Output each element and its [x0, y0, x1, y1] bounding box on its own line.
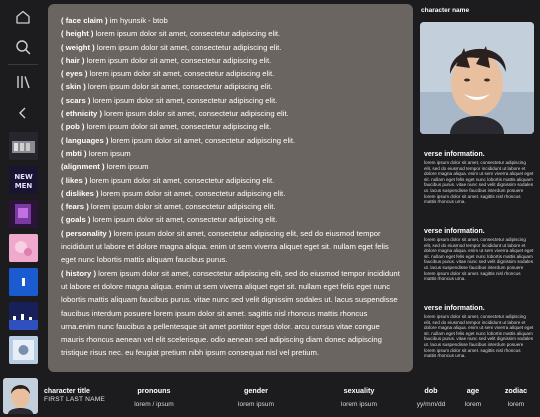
profile-panel — [48, 4, 413, 372]
profile-line-label: ( face claim ) — [61, 16, 108, 25]
profile-line — [61, 147, 401, 160]
library-icon[interactable] — [11, 70, 35, 94]
playlist-thumbnail[interactable] — [9, 166, 38, 194]
back-arrow-icon[interactable] — [11, 101, 35, 125]
svg-text:MEN: MEN — [14, 182, 33, 190]
profile-line-label: ( eyes ) — [61, 69, 88, 79]
left-nav — [0, 0, 46, 375]
profile-line-value: lorem ipsum dolor sit amet, consectetur adipiscing elit. — [90, 202, 276, 212]
profile-line — [61, 107, 401, 120]
personality-paragraph: ( personality ) lorem ipsum dolor sit amet, consectetur adipiscing elit, sed do eiusmod tempor incididunt ut labore et dolore magna aliqua. enim ut sem viverra aliquet eget sit. nullam eget felis eget nunc lobortis mattis aliquam faucibus purus. — [61, 228, 389, 265]
profile-line-value: lorem ipsum dolor sit amet, consectetur adipiscing elit. — [87, 82, 273, 92]
profile-line — [61, 80, 401, 93]
profile-line-value: lorem ipsum dolor sit amet, consectetur adipiscing elit. — [110, 135, 296, 145]
profile-line — [61, 27, 401, 40]
age-field: age lorem — [464, 386, 482, 408]
verse-title: verse information. — [424, 151, 485, 158]
profile-line-label: ( mbti ) — [61, 148, 87, 158]
profile-line — [61, 120, 401, 133]
profile-line-label: ( height ) — [61, 29, 94, 39]
zodiac-field: zodiac lorem — [504, 386, 528, 408]
profile-line — [61, 200, 401, 213]
profile-line — [61, 14, 401, 27]
profile-line-value: lorem ipsum dolor sit amet, consectetur adipiscing elit. — [89, 69, 275, 79]
verse-body: lorem ipsum dolor sit amet, consectetur adipiscing elit, sed do eiusmod tempor incididunt ut labore et dolore magna aliqua. enim ut sem viverra aliquet eget sit. nullam eget felis eget nunc lobortis mattis aliquam faucibus purus. vitae nunc sed velit dignissim sodales ut. lacus suspendisse faucibus interdum posuere lorem ipsum dolor sit amet. sagittis nisl rhoncus mattis rhoncus urna. — [424, 160, 534, 205]
verse-title: verse information. — [424, 305, 485, 312]
playlist-thumbnail[interactable] — [9, 336, 38, 364]
character-title: character title — [44, 388, 90, 395]
verse-body: lorem ipsum dolor sit amet, consectetur adipiscing elit, sed do eiusmod tempor incididunt ut labore et dolore magna aliqua. enim ut sem viverra aliquet eget sit. nullam eget felis eget nunc lobortis mattis aliquam faucibus purus. vitae nunc sed velit dignissim sodales ut. lacus suspendisse faucibus interdum posuere lorem ipsum dolor sit amet. sagittis nisl rhoncus mattis rhoncus urna. — [424, 237, 534, 282]
profile-line — [61, 160, 401, 173]
profile-line-label: ( pob ) — [61, 122, 85, 132]
profile-line-label: ( skin ) — [61, 82, 86, 92]
character-full-name: FIRST LAST NAME — [44, 396, 106, 403]
profile-line — [61, 187, 401, 200]
profile-line-value: lorem ipsum dolor sit amet, consectetur adipiscing elit. — [100, 188, 286, 198]
profile-line-label: ( ethnicity ) — [61, 109, 103, 119]
profile-line-label: ( likes ) — [61, 175, 88, 185]
profile-line-label: (alignment ) — [61, 162, 105, 172]
profile-line-label: ( weight ) — [61, 42, 95, 52]
verse-card — [420, 225, 538, 285]
profile-line-label: ( scars ) — [61, 95, 91, 105]
profile-line — [61, 54, 401, 67]
gender-field: gender lorem ipsum — [238, 386, 274, 408]
profile-line — [61, 213, 401, 226]
svg-text:NEW: NEW — [14, 173, 33, 181]
verse-title: verse information. — [424, 228, 485, 235]
nav-divider — [8, 64, 38, 65]
sexuality-field: sexuality lorem ipsum — [341, 386, 377, 408]
profile-line-label: ( goals ) — [61, 215, 91, 225]
pronouns-field: pronouns lorem / ipsum — [134, 386, 174, 408]
playlist-thumbnail[interactable] — [9, 200, 38, 228]
verse-card — [420, 302, 538, 362]
playlist-thumbnail[interactable] — [9, 302, 38, 330]
profile-line-value: lorem ipsum dolor sit amet, consectetur adipiscing elit. — [86, 55, 272, 65]
profile-line-label: ( fears ) — [61, 202, 89, 212]
profile-line-value: lorem ipsum — [88, 148, 131, 158]
profile-line-label: ( languages ) — [61, 135, 109, 145]
profile-line — [61, 41, 401, 54]
profile-line — [61, 134, 401, 147]
search-icon[interactable] — [11, 35, 35, 59]
profile-line-value: lorem ipsum dolor sit amet, consectetur adipiscing elit. — [86, 122, 272, 132]
dob-field: dob yy/mm/dd — [416, 386, 446, 408]
profile-line — [61, 67, 401, 80]
verse-body: lorem ipsum dolor sit amet, consectetur adipiscing elit, sed do eiusmod tempor incididunt ut labore et dolore magna aliqua. enim ut sem viverra aliquet eget sit. nullam eget felis eget nunc lobortis mattis aliquam faucibus purus. vitae nunc sed velit dignissim sodales ut. lacus suspendisse faucibus interdum posuere lorem ipsum dolor sit amet. sagittis nisl rhoncus mattis rhoncus urna. — [424, 314, 534, 359]
playlist-thumbnail[interactable] — [9, 268, 38, 296]
profile-line-value: lorem ipsum dolor sit amet, consectetur adipiscing elit. — [92, 95, 278, 105]
playlist-thumbnail[interactable] — [9, 132, 38, 160]
profile-line-label: ( hair ) — [61, 55, 85, 65]
verse-card — [420, 148, 538, 208]
profile-line — [61, 174, 401, 187]
profile-line-value: lorem ipsum — [106, 162, 149, 172]
avatar[interactable] — [3, 378, 38, 414]
profile-line-label: ( dislikes ) — [61, 188, 99, 198]
history-paragraph: ( history ) lorem ipsum dolor sit amet, consectetur adipiscing elit, sed do eiusmod tempor incididunt ut labore et dolore magna aliqua. enim ut sem viverra aliquet eget sit. nullam eget felis eget nunc lobortis mattis aliquam faucibus purus. vitae nunc sed velit dignissim sodales ut. lacus suspendisse faucibus interdum posuere lorem ipsum dolor sit amet. sagittis nisl rhoncus mattis rhoncus urna.enim nunc faucibus a pellentesque sit amet porttitor eget dolor. arcu cursus vitae congue mauris rhoncus aenean vel elit scelerisque. odio aenean sed adipiscing diam donec adipiscing tristique risus nec. eu feugiat pretium nibh ipsum consequat nisl vel pretium. — [61, 268, 400, 358]
character-name-label: character name — [421, 7, 470, 14]
profile-line-value: lorem ipsum dolor sit amet, consectetur adipiscing elit. — [104, 109, 289, 119]
playlist-thumbnail[interactable] — [9, 234, 38, 262]
home-icon[interactable] — [11, 5, 35, 29]
bottom-bar — [0, 375, 540, 417]
profile-line — [61, 94, 401, 107]
profile-line-value: lorem ipsum dolor sit amet, consectetur adipiscing elit. — [92, 215, 278, 225]
character-portrait — [420, 22, 534, 134]
profile-line-value: lorem ipsum dolor sit amet, consectetur adipiscing elit. — [96, 42, 282, 52]
profile-line-value: im hyunsik - btob — [109, 16, 168, 25]
profile-line-value: lorem ipsum dolor sit amet, consectetur adipiscing elit. — [89, 175, 275, 185]
profile-line-value: lorem ipsum dolor sit amet, consectetur adipiscing elit. — [95, 29, 281, 39]
profile-lines — [61, 14, 401, 227]
